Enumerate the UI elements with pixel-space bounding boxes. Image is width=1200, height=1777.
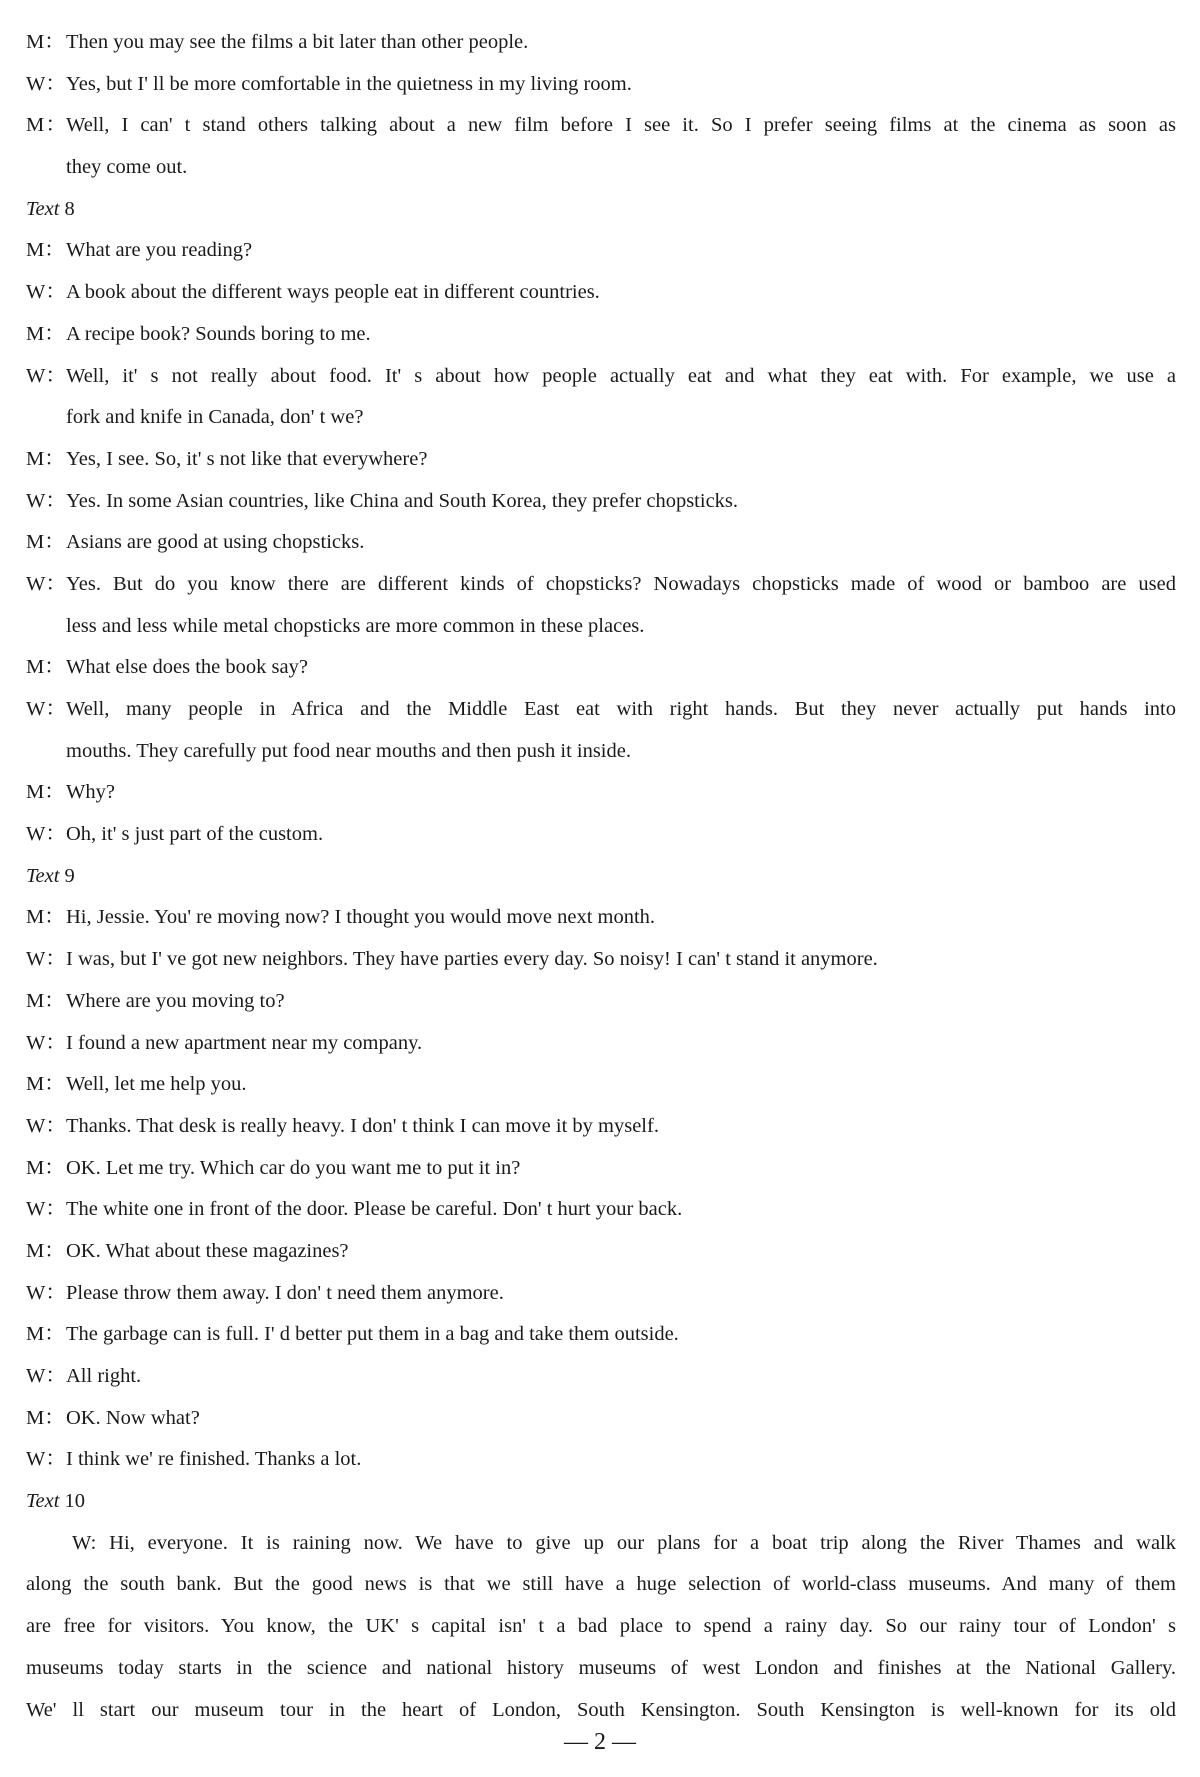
speaker-label: M：	[26, 114, 66, 137]
dialogue-line	[26, 814, 1176, 856]
dialogue-text: Yes. In some Asian countries, like China and South Korea, they prefer chopsticks.	[66, 489, 739, 512]
speaker-label: W：	[26, 698, 66, 720]
dialogue-text: What else does the book say?	[66, 656, 308, 679]
speaker-label: W：	[26, 72, 66, 95]
speaker-label: M：	[26, 1073, 65, 1096]
speaker-label: W：	[26, 823, 66, 846]
dialogue-text: OK. What about these magazines?	[66, 1239, 349, 1262]
dialogue-text: Where are you moving to?	[66, 989, 285, 1012]
dialogue-line	[26, 1439, 1176, 1481]
section-heading-label: Text	[26, 864, 60, 887]
speaker-label: W：	[26, 364, 66, 387]
dialogue-text: I think we' re finished. Thanks a lot.	[66, 1448, 362, 1471]
speaker-label: M：	[26, 531, 65, 554]
section-heading-number: 9	[59, 864, 75, 887]
dialogue-line	[26, 522, 1176, 564]
dialogue-text: The garbage can is full. I' d better put them in a bag and take them outside.	[66, 1323, 679, 1346]
dialogue-line	[26, 230, 1176, 272]
speaker-label: M：	[26, 989, 65, 1012]
speaker-label: M：	[26, 447, 65, 470]
dialogue-text: Well, let me help you.	[66, 1073, 247, 1096]
dialogue-line	[26, 689, 1176, 731]
dialogue-line	[26, 647, 1176, 689]
dialogue-line	[26, 981, 1176, 1023]
speaker-label: M：	[26, 31, 65, 53]
dialogue-text: A recipe book? Sounds boring to me.	[66, 322, 371, 345]
speaker-label: W：	[26, 1198, 66, 1221]
dialogue-continuation: they come out.	[66, 156, 188, 179]
dialogue-text: Hi, Jessie. You' re moving now? I thought you would move next month.	[66, 906, 656, 929]
transcript-page	[26, 22, 1176, 1731]
page-number: — 2 —	[564, 1729, 636, 1755]
dialogue-line	[26, 105, 1176, 147]
dialogue-line	[26, 897, 1176, 939]
dialogue-line	[26, 939, 1176, 981]
dialogue-continuation: fork and knife in Canada, don' t we?	[66, 406, 364, 429]
speaker-label: M：	[26, 781, 65, 804]
speaker-label: W：	[26, 489, 66, 512]
dialogue-line	[26, 481, 1176, 523]
dialogue-continuation: less and less while metal chopsticks are more common in these places.	[66, 614, 645, 637]
section-heading-label: Text	[26, 1490, 60, 1513]
dialogue-line	[26, 1064, 1176, 1106]
monologue-line: along the south bank. But the good news is that we still have a huge selection of world-class museums. And many of them	[26, 1573, 1176, 1596]
dialogue-line	[26, 356, 1176, 398]
dialogue-text: Well, many people in Africa and the Middle East eat with right hands. But they never actually put hands into	[66, 698, 1176, 720]
speaker-label: M：	[26, 1239, 65, 1262]
monologue-line: W: Hi, everyone. It is raining now. We have to give up our plans for a boat trip along the River Thames and walk	[72, 1531, 1176, 1554]
dialogue-text: Well, it' s not really about food. It' s about how people actually eat and what they eat with. For example, we use a	[66, 364, 1176, 387]
speaker-label: M：	[26, 322, 65, 345]
dialogue-text: What are you reading?	[66, 239, 253, 262]
dialogue-line	[26, 1273, 1176, 1315]
dialogue-text: Well, I can' t stand others talking about a new film before I see it. So I prefer seeing films at the cinema as soon as	[66, 114, 1176, 137]
monologue-line: We' ll start our museum tour in the heart of London, South Kensington. South Kensington is well-known for its old	[26, 1698, 1176, 1721]
speaker-label: M：	[26, 1323, 65, 1346]
section-heading-label: Text	[26, 197, 60, 220]
dialogue-text: Yes. But do you know there are different kinds of chopsticks? Nowadays chopsticks made of wood or bamboo are used	[66, 572, 1176, 595]
dialogue-line	[26, 1106, 1176, 1148]
speaker-label: W：	[26, 948, 66, 971]
speaker-label: M：	[26, 906, 65, 929]
dialogue-line	[26, 1189, 1176, 1231]
dialogue-text: OK. Now what?	[66, 1406, 200, 1429]
dialogue-text: Asians are good at using chopsticks.	[66, 531, 365, 554]
dialogue-text: The white one in front of the door. Please be careful. Don' t hurt your back.	[66, 1198, 683, 1221]
dialogue-line	[26, 1398, 1176, 1440]
dialogue-line	[26, 1356, 1176, 1398]
dialogue-text: A book about the different ways people eat in different countries.	[66, 281, 600, 304]
dialogue-text: I was, but I' ve got new neighbors. They have parties every day. So noisy! I can' t stand it anymore.	[66, 948, 878, 971]
dialogue-line	[26, 772, 1176, 814]
speaker-label: W：	[26, 1365, 66, 1387]
speaker-label: W：	[26, 281, 66, 304]
section-heading-number: 10	[59, 1490, 86, 1513]
speaker-label: M：	[26, 1156, 65, 1179]
monologue-line: are free for visitors. You know, the UK' s capital isn' t a bad place to spend a rainy day. So our rainy tour of London' s	[26, 1615, 1176, 1638]
dialogue-line	[26, 272, 1176, 314]
dialogue-line	[26, 439, 1176, 481]
dialogue-line	[26, 314, 1176, 356]
speaker-label: W：	[26, 1448, 66, 1471]
dialogue-text: Yes, but I' ll be more comfortable in the quietness in my living room.	[66, 72, 632, 95]
dialogue-text: Thanks. That desk is really heavy. I don' t think I can move it by myself.	[66, 1114, 659, 1137]
monologue-line: museums today starts in the science and national history museums of west London and finishes at the National Gallery.	[26, 1656, 1176, 1679]
dialogue-line	[26, 564, 1176, 606]
dialogue-line	[26, 64, 1176, 106]
speaker-label: W：	[26, 1031, 66, 1054]
speaker-label: W：	[26, 572, 66, 595]
speaker-label: M：	[26, 1406, 65, 1429]
dialogue-text: I found a new apartment near my company.	[66, 1031, 423, 1054]
dialogue-line	[26, 22, 1176, 64]
speaker-label: M：	[26, 239, 65, 262]
section-heading	[26, 856, 1176, 898]
dialogue-text: Why?	[66, 781, 115, 804]
dialogue-text: Yes, I see. So, it' s not like that everywhere?	[66, 447, 428, 470]
speaker-label: M：	[26, 656, 65, 679]
dialogue-continuation: mouths. They carefully put food near mouths and then push it inside.	[66, 739, 631, 762]
dialogue-text: Please throw them away. I don' t need them anymore.	[66, 1281, 504, 1304]
dialogue-text: Oh, it' s just part of the custom.	[66, 823, 324, 846]
dialogue-line	[26, 1023, 1176, 1065]
dialogue-line	[26, 1231, 1176, 1273]
section-heading	[26, 1481, 1176, 1523]
dialogue-text: OK. Let me try. Which car do you want me to put it in?	[66, 1156, 521, 1179]
speaker-label: W：	[26, 1281, 66, 1304]
speaker-label: W：	[26, 1114, 66, 1137]
dialogue-line	[26, 1148, 1176, 1190]
dialogue-text: Then you may see the films a bit later than other people.	[66, 31, 529, 53]
section-heading	[26, 189, 1176, 231]
section-heading-number: 8	[59, 197, 75, 220]
dialogue-line	[26, 1314, 1176, 1356]
dialogue-text: All right.	[66, 1365, 142, 1387]
